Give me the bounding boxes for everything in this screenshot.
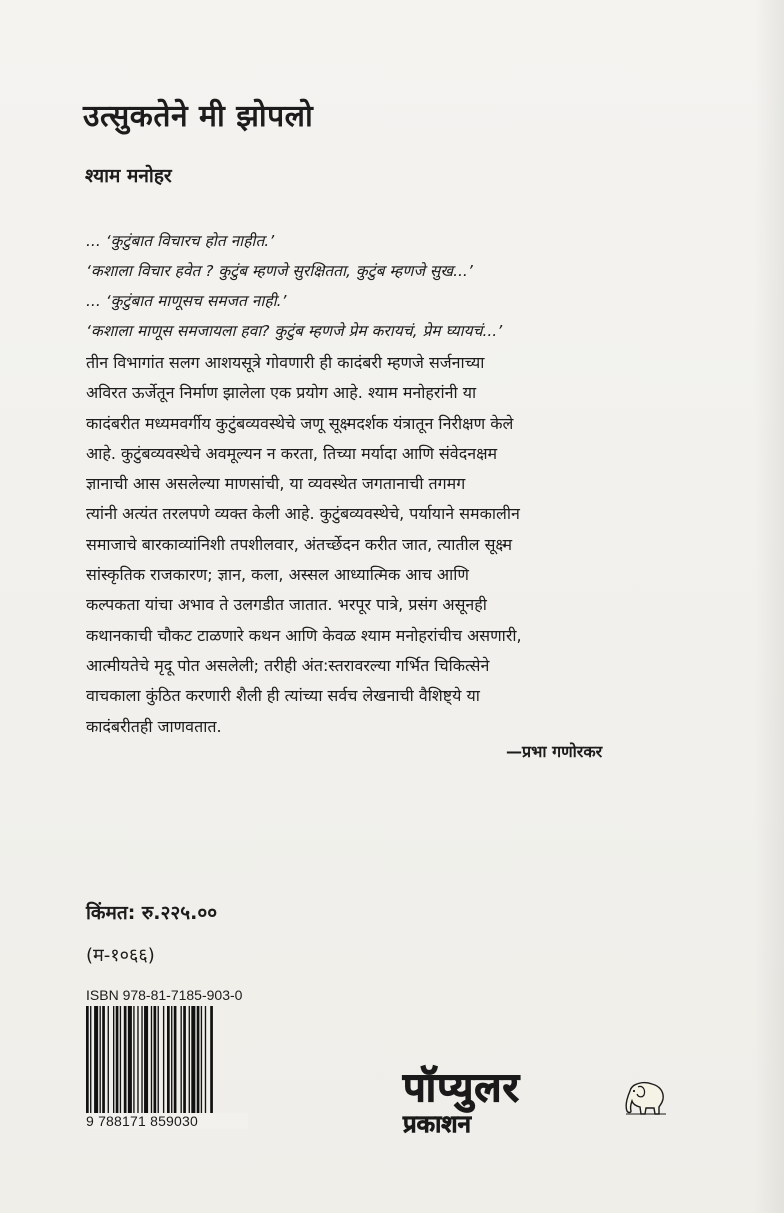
- blurb-line: तीन विभागांत सलग आशयसूत्रे गोवणारी ही कादंबरी म्हणजे सर्जनाच्या: [86, 353, 485, 372]
- barcode-icon: [86, 1006, 248, 1130]
- blurb-paragraph: [86, 348, 666, 742]
- blurb-line: समाजाचे बारकाव्यांनिशी तपशीलवार, अंतर्च्छेदन करीत जात, त्यातील सूक्ष्म: [86, 534, 513, 554]
- isbn-label: ISBN 978-81-7185-903-0: [86, 987, 243, 1003]
- price-label: किंमत: रु.२२५.००: [86, 902, 218, 924]
- blurb-line: कथानकाची चौकट टाळणारे कथन आणि केवळ श्याम मनोहरांचीच असणारी,: [86, 625, 522, 645]
- quote-line: ... ‘कुटुंबात विचारच होत नाहीत.’: [86, 232, 275, 250]
- publisher-logo: [403, 1066, 520, 1138]
- quote-line: ... ‘कुटुंबात माणूसच समजत नाही.’: [86, 292, 287, 310]
- quote-line: ‘कशाला विचार हवेत ? कुटुंब म्हणजे सुरक्षितता, कुटुंब म्हणजे सुख...’: [86, 262, 473, 280]
- blurb-line: त्यांनी अत्यंत तरलपणे व्यक्त केली आहे. कुटुंबव्यवस्थेचे, पर्यायाने समकालीन: [86, 504, 520, 524]
- blurb-signature: —प्रभा गणोरकर: [506, 742, 603, 761]
- blurb-line: ज्ञानाची आस असलेल्या माणसांची, या व्यवस्थेत जगतानाची तगमग: [86, 474, 466, 494]
- catalog-code: (म-१०६६): [86, 945, 155, 966]
- blurb-line: कादंबरीतही जाणवतात.: [86, 716, 222, 736]
- blurb-line: आत्मीयतेचे मृदू पोत असलेली; तरीही अंत:स्तरावरल्या गर्भित चिकित्सेने: [86, 655, 490, 675]
- blurb-line: सांस्कृतिक राजकारण; ज्ञान, कला, अस्सल आध्यात्मिक आच आणि: [86, 565, 469, 585]
- barcode: [86, 1006, 248, 1130]
- quote-line: ‘कशाला माणूस समजायला हवा? कुटुंब म्हणजे प्रेम करायचं, प्रेम घ्यायचं...’: [86, 322, 503, 340]
- blurb-line: वाचकाला कुंठित करणारी शैली ही त्यांच्या सर्वच लेखनाची वैशिष्ट्ये या: [86, 686, 480, 706]
- blurb-line: आहे. कुटुंबव्यवस्थेचे अवमूल्यन न करता, तिच्या मर्यादा आणि संवेदनक्षम: [86, 443, 498, 463]
- blurb-line: कादंबरीत मध्यमवर्गीय कुटुंबव्यवस्थेचे जणू सूक्ष्मदर्शक यंत्रातून निरीक्षण केले: [86, 413, 514, 433]
- book-title: उत्सुकतेने मी झोपलो: [83, 99, 314, 134]
- page-edge-shadow: [754, 0, 784, 1213]
- publisher-subname: प्रकाशन: [403, 1110, 471, 1138]
- barcode-digits: 9 788171 859030: [86, 1113, 248, 1129]
- publisher-name: पॉप्युलर: [403, 1065, 520, 1111]
- book-author: श्याम मनोहर: [85, 165, 172, 187]
- blurb-line: कल्पकता यांचा अभाव ते उलगडीत जातात. भरपूर पात्रे, प्रसंग असूनही: [86, 595, 487, 615]
- blurb-line: अविरत ऊर्जेतून निर्माण झालेला एक प्रयोग आहे. श्याम मनोहरांनी या: [86, 383, 477, 403]
- elephant-icon: [622, 1077, 668, 1117]
